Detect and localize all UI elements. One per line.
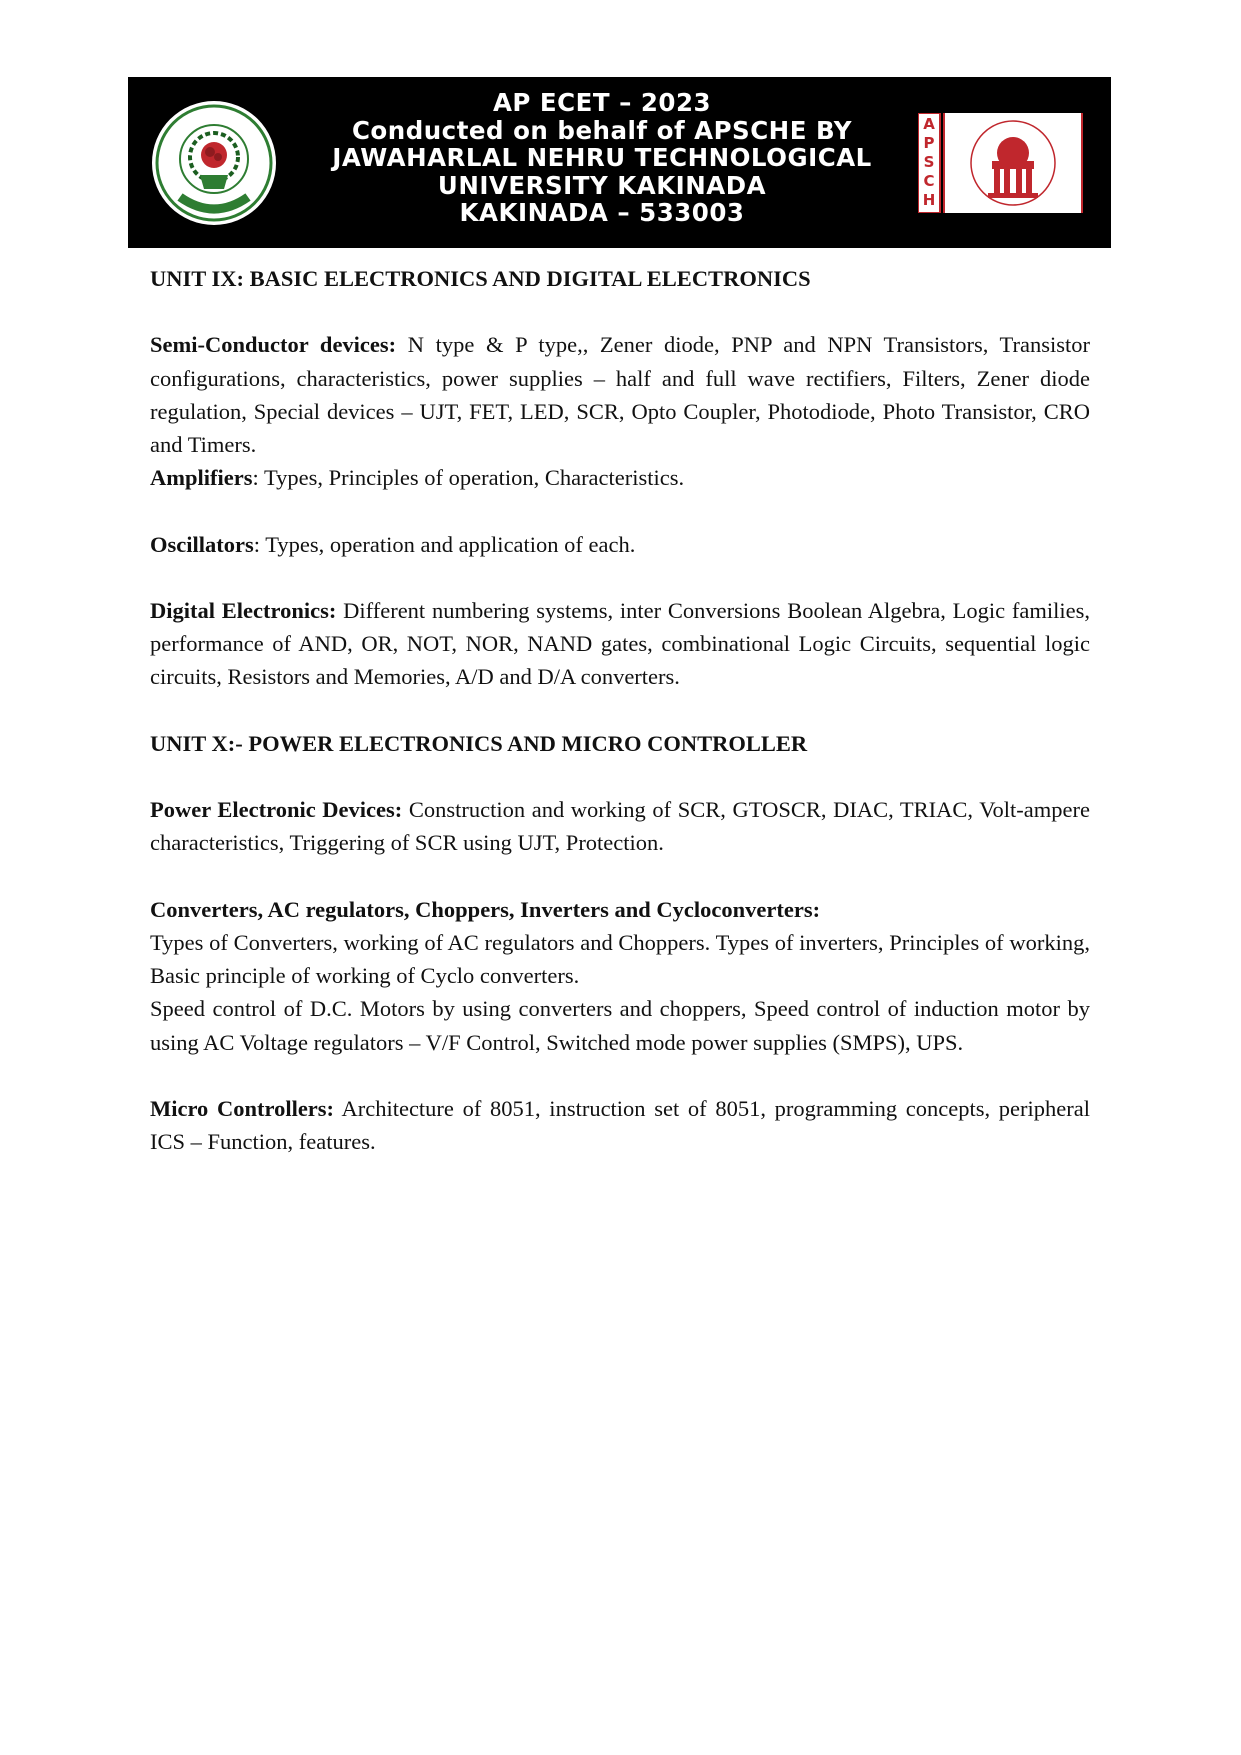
unit-ix-title: UNIT IX: BASIC ELECTRONICS AND DIGITAL ELECTRONICS [150, 266, 811, 291]
converters-paragraph-2: Speed control of D.C. Motors by using converters and choppers, Speed control of induction motor by using AC Voltage regulators – V/F Control, Switched mode power supplies (SMPS), UPS. [150, 996, 1090, 1055]
svg-text:H: H [922, 191, 936, 209]
svg-text:S: S [923, 153, 935, 171]
section-label: Oscillators [150, 531, 254, 557]
banner-title [288, 89, 916, 227]
digital-electronics-paragraph [150, 594, 1090, 694]
banner-line: Conducted on behalf of APSCHE BY [351, 115, 853, 145]
unit-x-title: UNIT X:- POWER ELECTRONICS AND MICRO CONTROLLER [150, 730, 808, 756]
svg-text:A: A [923, 115, 935, 133]
banner-line: UNIVERSITY KAKINADA [437, 170, 767, 200]
section-label: Micro Controllers: [150, 1095, 335, 1121]
banner-line: KAKINADA – 533003 [459, 198, 745, 227]
svg-text:P: P [923, 134, 935, 152]
section-text: : Types, Principles of operation, Characteristics. [252, 465, 685, 491]
power-devices-paragraph [150, 793, 1090, 859]
jntuk-logo [150, 97, 278, 231]
banner-line: JAWAHARLAL NEHRU TECHNOLOGICAL [332, 143, 872, 172]
amplifiers-paragraph [150, 461, 1090, 494]
semiconductor-paragraph [150, 328, 1090, 461]
svg-text:C: C [923, 172, 935, 190]
syllabus-content [150, 262, 1090, 1158]
section-label: Semi-Conductor devices: [150, 332, 397, 358]
section-text: Different numbering systems, inter Conversions Boolean Algebra, Logic families, performance of AND, OR, NOT, NOR, NAND gates, combinational Logic Circuits, sequential logic circuits, Resistors and Memories, A/D and D/A converters. [150, 597, 1090, 690]
banner-line: AP ECET – 2023 [492, 88, 712, 117]
oscillators-paragraph [150, 528, 1090, 561]
section-text: : Types, operation and application of each. [253, 531, 636, 557]
section-label: Digital Electronics: [150, 597, 337, 623]
apsche-logo [918, 113, 1088, 213]
section-label: Amplifiers [150, 465, 253, 491]
section-text: Architecture of 8051, instruction set of 8051, programming concepts, peripheral ICS – Function, features. [150, 1095, 1090, 1155]
section-text: Construction and working of SCR, GTOSCR, DIAC, TRIAC, Volt-ampere characteristics, Triggering of SCR using UJT, Protection. [150, 797, 1091, 856]
header-banner [128, 77, 1111, 248]
micro-controllers-paragraph [150, 1092, 1090, 1158]
converters-paragraph-1: Types of Converters, working of AC regulators and Choppers. Types of inverters, Principles of working, Basic principle of working of Cyclo converters. [150, 929, 1090, 989]
converters-heading: Converters, AC regulators, Choppers, Inverters and Cycloconverters: [150, 896, 821, 922]
section-label: Power Electronic Devices: [150, 797, 403, 823]
section-text: N type & P type,, Zener diode, PNP and NPN Transistors, Transistor configurations, characteristics, power supplies – half and full wave rectifiers, Filters, Zener diode regulation, Special devices – UJT, FET, LED, SCR, Opto Coupler, Photodiode, Photo Transistor, CRO and Timers. [150, 332, 1090, 457]
